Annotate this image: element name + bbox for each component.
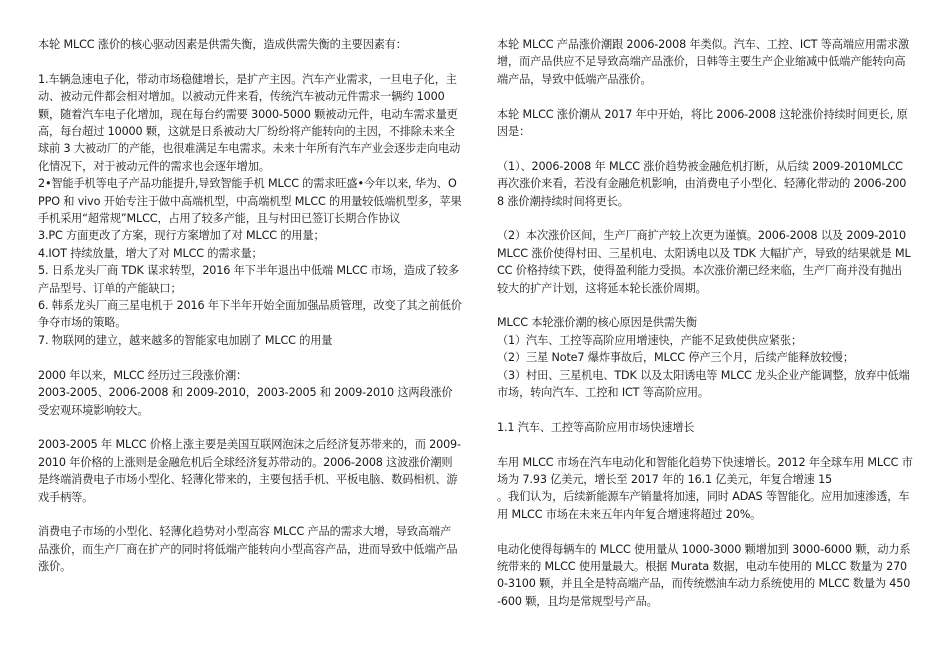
paragraph: 本轮 MLCC 产品涨价潮跟 2006-2008 年类似。汽车、工控、ICT 等高端应用需求激增，而产品供应不足导致高端产品涨价，日韩等主要生产企业缩减中低端产能转向高端产品，导致中低端产品涨价。 [497,38,910,86]
paragraph: MLCC 本轮涨价潮的核心原因是供需失衡 [497,316,697,330]
paragraph: （2）本次涨价区间，生产厂商扩产较上次更为谨慎。2006-2008 以及 2009-2010MLCC 涨价使得村田、三星机电、太阳诱电以及 TDK 大幅扩产，导致的结果就是 MLCC 价格持续下跌，使得盈利能力受损。本次涨价潮已经来临，生产厂商并没有抛出较大的扩产计划，这将延本轮长涨价周期。 [497,229,911,295]
paragraph: （1）汽车、工控等高阶应用增速快，产能不足致使供应紧张； [497,333,802,347]
paragraph: 5. 日系龙头厂商 TDK 谋求转型，2016 年下半年退出中低端 MLCC 市场，造成了较多产品型号、订单的产能缺口； [38,264,459,295]
left-column [38,36,462,576]
paragraph: 6. 韩系龙头厂商三星电机于 2016 年下半年开始全面加强品质管理，改变了其之前低价争夺市场的策略。 [38,299,462,330]
paragraph: 7. 物联网的建立，越来越多的智能家电加剧了 MLCC 的用量 [38,333,333,347]
paragraph: 1.车辆急速电子化，带动市场稳健增长，是扩产主因。汽车产业需求，一旦电子化，主动、被动元件都会相对增加。以被动元件来看，传统汽车被动元件需求一辆约 1000 颗，随着汽车电子化增加，现在每台约需要 3000-5000 颗被动元件，电动车需求量更高，每台超过 10000 颗，这就是日系被动大厂纷纷将产能转向的主因，不排除未来全球前 3 大被动厂的产能，也很难满足车电需求。未来十年所有汽车产业会逐步走向电动化情况下，对于被动元件的需求也会逐年增加。 [38,72,461,173]
paragraph: 2003-2005、2006-2008 和 2009-2010，2003-2005 和 2009-2010 这两段涨价受宏观环境影响较大。 [38,386,453,417]
paragraph: 本轮 MLCC 涨价的核心驱动因素是供需失衡，造成供需失衡的主要因素有： [38,38,407,51]
paragraph: 消费电子市场的小型化、轻薄化趋势对小型高容 MLCC 产品的需求大增，导致高端产品涨价，而生产厂商在扩产的同时将低端产能转向小型高容产品，进而导致中低端产品涨价。 [38,525,458,574]
paragraph: 3.PC 方面更改了方案，现行方案增加了对 MLCC 的用量； [38,229,325,243]
paragraph: 2•智能手机等电子产品功能提升,导致智能手机 MLCC 的需求旺盛•今年以来, 华为、OPPO 和 vivo 开始专注于做中高端机型，中高端机型 MLCC 的用量较低端机型多，苹果手机采用“超常规”MLCC，占用了较多产能，且与村田已签订长期合作协议 [38,177,462,226]
paragraph: 。我们认为，后续新能源车产销量将加速，同时 ADAS 等智能化。应用加速渗透，车用 MLCC 市场在未来五年内年复合增速将超过 20%。 [497,490,910,521]
right-column [497,36,913,610]
paragraph: 2003-2005 年 MLCC 价格上涨主要是美国互联网泡沫之后经济复苏带来的，而 2009-2010 年价格的上涨则是金融危机后全球经济复苏带动的。2006-2008 这波涨价潮则是终端消费电子市场小型化、轻薄化带来的，主要包括手机、平板电脑、数码相机、游戏手柄等。 [38,438,461,504]
paragraph: （3）村田、三星机电、TDK 以及太阳诱电等 MLCC 龙头企业产能调整，放弃中低端市场，转向汽车、工控和 ICT 等高阶应用。 [497,368,910,400]
paragraph: 车用 MLCC 市场在汽车电动化和智能化趋势下快速增长。2012 年全球车用 MLCC 市场为 7.93 亿美元，增长至 2017 年的 16.1 亿美元，年复合增速 15 [497,455,913,487]
paragraph: 本轮 MLCC 涨价潮从 2017 年中开始，将比 2006-2008 这轮涨价持续时间更长, 原因是： [497,107,908,139]
paragraph: 电动化使得每辆车的 MLCC 使用量从 1000-3000 颗增加到 3000-6000 颗，动力系统带来的 MLCC 使用量最大。根据 Murata 数据，电动车使用的 MLCC 数量为 2700-3100 颗，并且全是特高端产品，而传统燃油车动力系统使用的 MLCC 数量为 450-600 颗，且均是常规型号产品。 [497,542,911,608]
section-heading: 1.1 汽车、工控等高阶应用市场快速增长 [497,420,695,434]
paragraph: （2）三星 Note7 爆炸事故后，MLCC 停产三个月，后续产能释放较慢； [497,351,854,365]
paragraph: （1）、2006-2008 年 MLCC 涨价趋势被金融危机打断，从后续 2009-2010MLCC 再次涨价来看，若没有金融危机影响，由消费电子小型化、轻薄化带动的 2006-2008 涨价潮持续时间将更长。 [497,159,907,208]
paragraph: 2000 年以来，MLCC 经历过三段涨价潮： [38,368,248,382]
paragraph: 4.IOT 持续放量，增大了对 MLCC 的需求量； [38,246,263,260]
